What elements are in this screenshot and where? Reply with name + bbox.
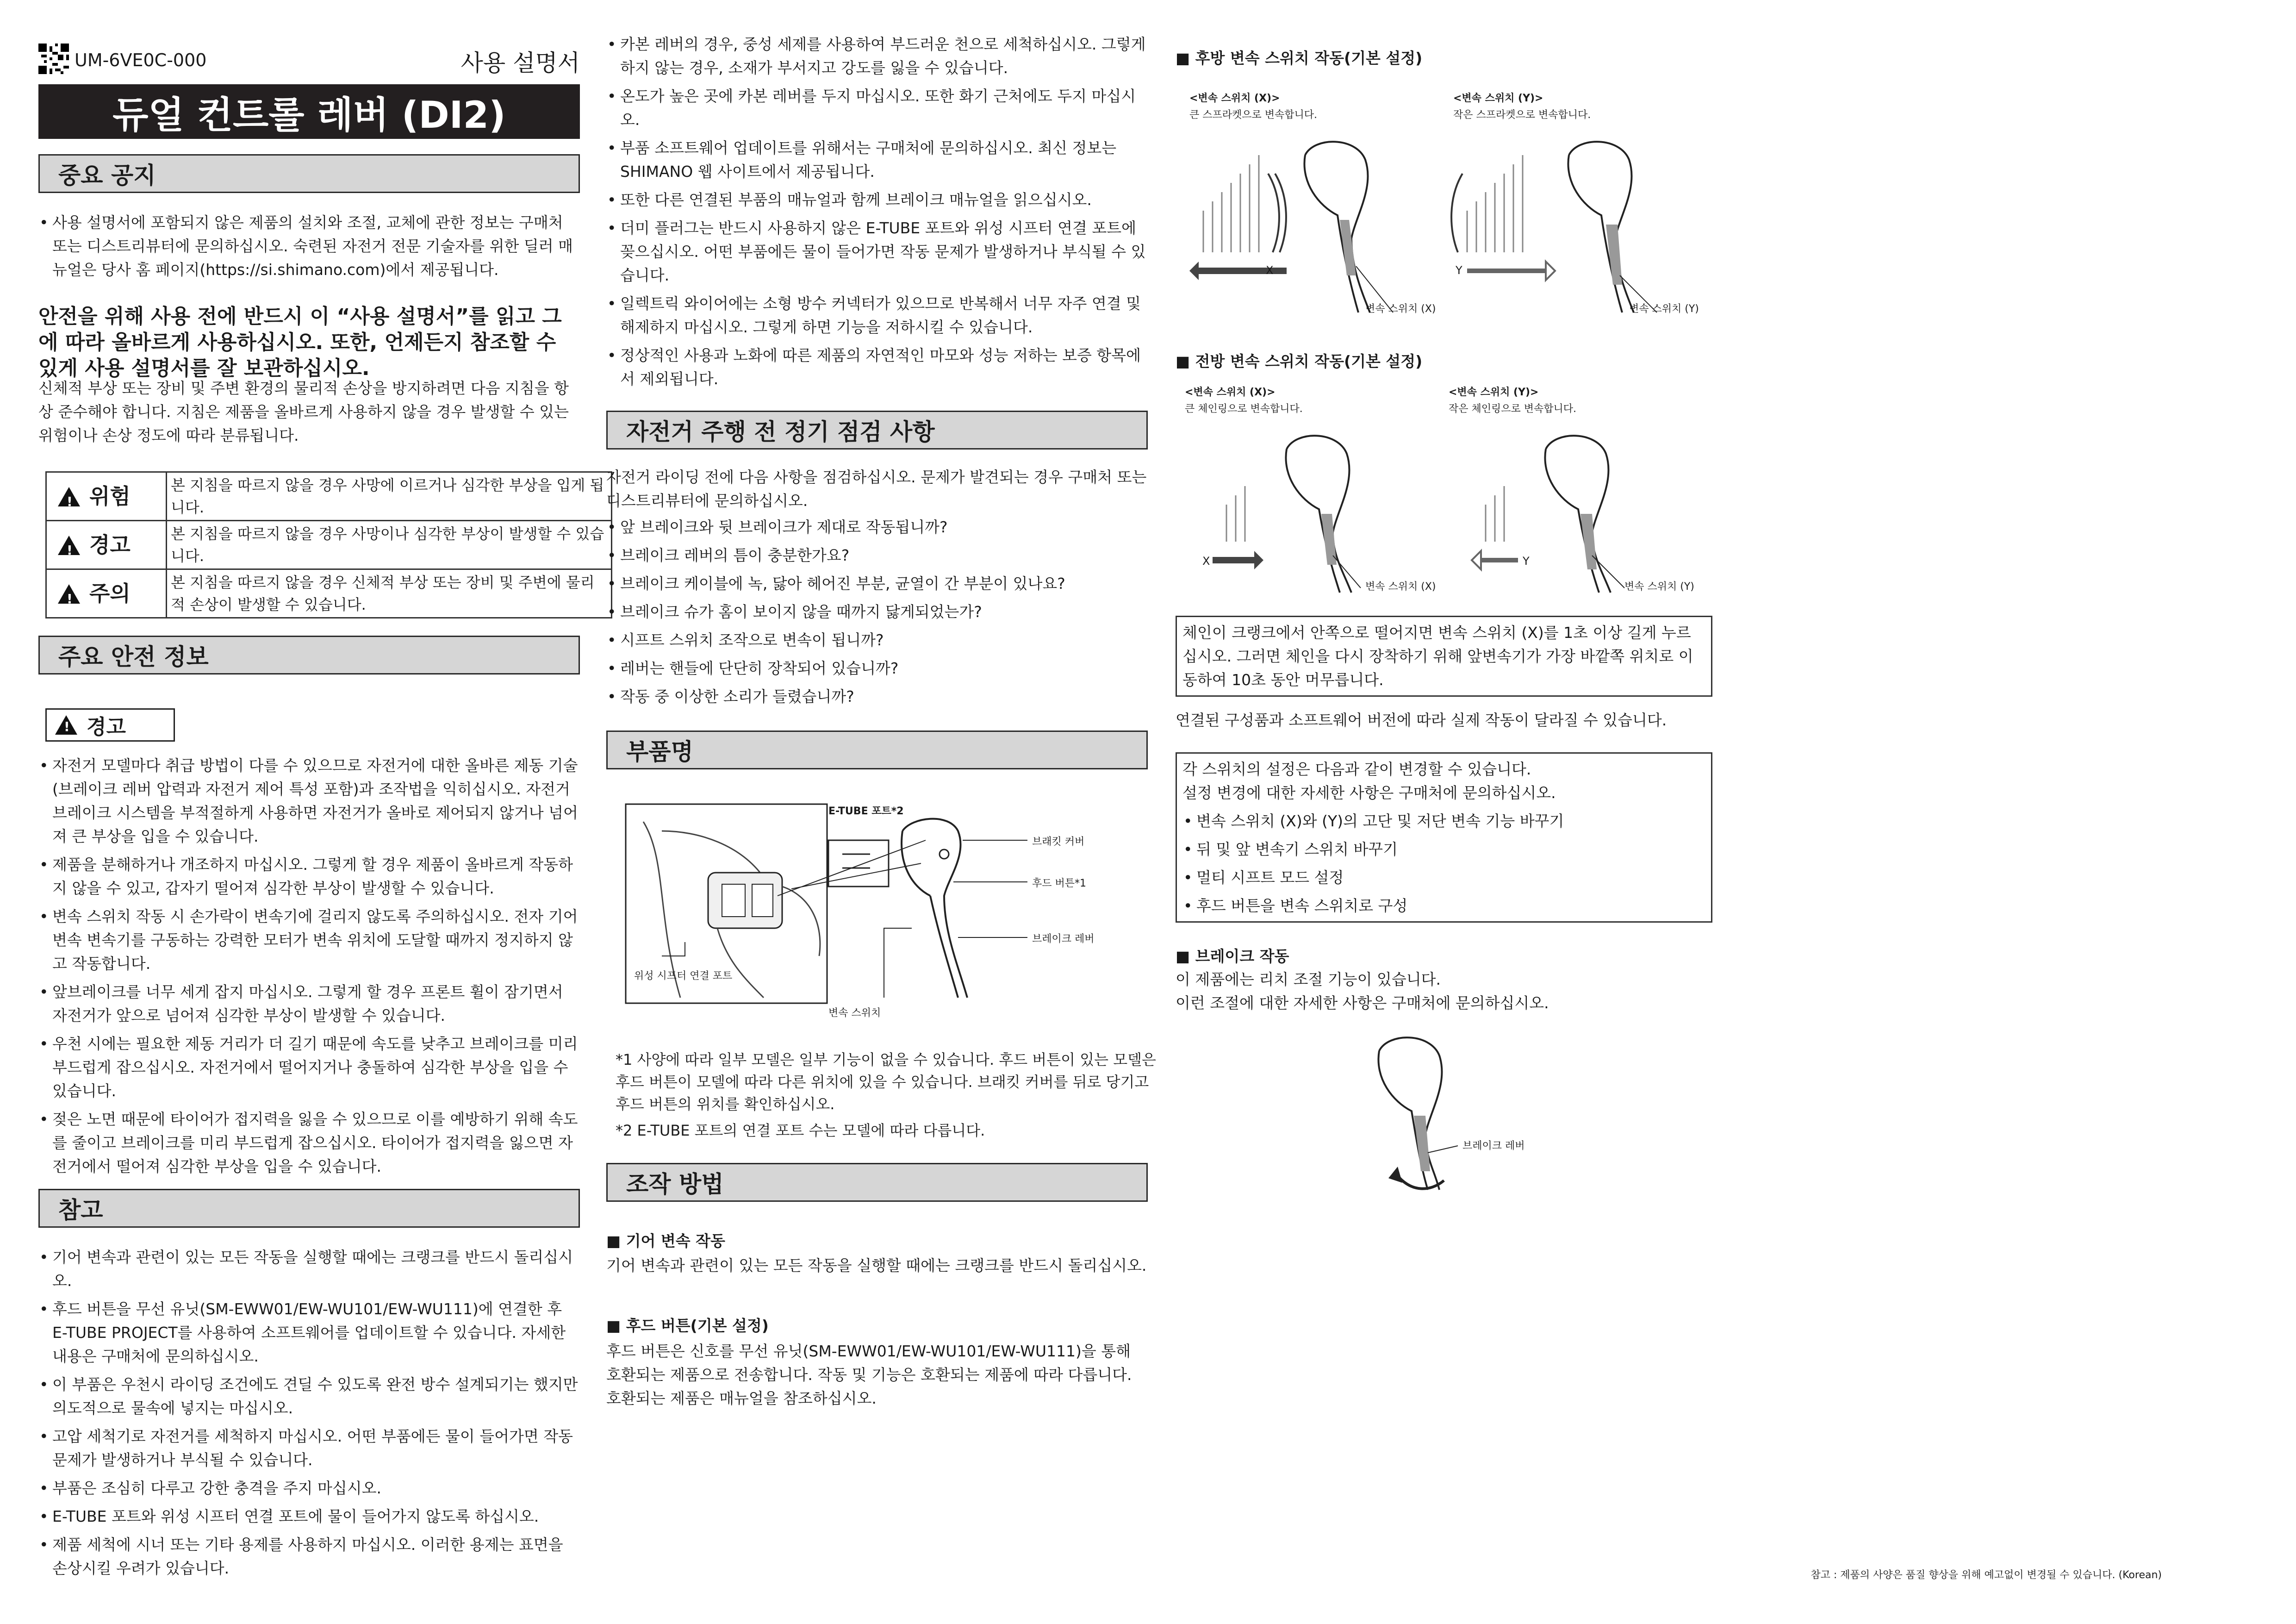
list-item: • 후드 버튼을 무선 유닛(SM-EWW01/EW-WU101/EW-WU111)에 연결한 후 E-TUBE PROJECT를 사용하여 소프트웨어를 업데이트할 수 있습니다. 자세한 내용은 구매처에 문의하십시오. [38,1297,580,1368]
signal-label: 주의 [89,581,131,606]
front-x-desc: 큰 체인링으로 변속합니다. [1185,403,1303,415]
hood-text: 후드 버튼은 신호를 무선 유닛(SM-EWW01/EW-WU101/EW-WU111)을 통해 호환되는 제품으로 전송합니다. 작동 및 기능은 호환되는 제품에 따라 다릅니다. 호환되는 제품은 매뉴얼을 참조하십시오. [606,1342,1132,1407]
list-item: • 변속 스위치 (X)와 (Y)의 고단 및 저단 변속 기능 바꾸기 [1182,809,1705,833]
warning-box [45,708,175,742]
list-item: • 부품 소프트웨어 업데이트를 위해서는 구매처에 문의하십시오. 최신 정보는 SHIMANO 웹 사이트에서 제공됩니다. [606,136,1148,183]
signal-word-table [45,471,612,618]
parts-diagram [625,803,1148,1039]
list-item: • 멀티 시프트 모드 설정 [1182,866,1705,889]
important-notice-list [38,211,580,286]
table-row [46,569,612,618]
front-x-label: 변속 스위치 (X) [1365,581,1436,593]
rear-y-title: <변속 스위치 (Y)> [1453,93,1543,104]
rear-shift-diagram [1189,90,1712,322]
label-etube-port: E-TUBE 포트*2 [828,806,904,817]
label-shift-switch: 변속 스위치 [828,1007,881,1019]
label-bracket-cover: 브래킷 커버 [1032,836,1085,848]
list-item: • 기어 변속과 관련이 있는 모든 작동을 실행할 때에는 크랭크를 반드시 돌리십시오. [38,1245,580,1293]
front-y-title: <변속 스위치 (Y)> [1449,387,1539,398]
section-note: 참고 [38,1189,580,1228]
front-shift-diagram [1185,384,1708,602]
settings-line-1: 각 스위치의 설정은 다음과 같이 변경할 수 있습니다. [1182,760,1531,778]
subheading-gear: ■ 기어 변속 작동 [606,1229,725,1251]
warning-triangle-icon [58,584,80,604]
doc-number: UM-6VE0C-000 [75,50,207,70]
signal-label: 위험 [89,484,131,509]
list-item: • 레버는 핸들에 단단히 장착되어 있습니까? [606,656,1148,680]
classification-text: 신체적 부상 또는 장비 및 주변 환경의 물리적 손상을 방지하려면 다음 지침을 항상 준수해야 합니다. 지침은 제품을 올바르게 사용하지 않을 경우 발생할 수 있는 위험이나 손상 정도에 따라 분류됩니다. [38,379,569,444]
gear-text: 기어 변속과 관련이 있는 모든 작동을 실행할 때에는 크랭크를 반드시 돌리십시오. [606,1256,1147,1274]
list-item: • 카본 레버의 경우, 중성 세제를 사용하여 부드러운 천으로 세척하십시오. 그렇게 하지 않는 경우, 소재가 부서지고 강도를 잃을 수 있습니다. [606,32,1148,80]
table-row [46,521,612,569]
safety-list [38,754,580,1183]
version-note: 연결된 구성품과 소프트웨어 버전에 따라 실제 작동이 달라질 수 있습니다. [1176,711,1667,729]
subheading-front-shift: ■ 전방 변속 스위치 작동(기본 설정) [1176,350,1422,371]
chain-drop-box [1176,616,1712,697]
footnote-2: *2 E-TUBE 포트의 연결 포트 수는 모델에 따라 다릅니다. [616,1122,985,1139]
list-item: • 또한 다른 연결된 부품의 매뉴얼과 함께 브레이크 매뉴얼을 읽으십시오. [606,188,1148,212]
list-item: • 앞브레이크를 너무 세게 잡지 마십시오. 그렇게 할 경우 프론트 휠이 잠기면서 자전거가 앞으로 넘어져 심각한 부상이 발생할 수 있습니다. [38,980,580,1027]
signal-label: 경고 [89,532,131,557]
list-item: • 우천 시에는 필요한 제동 거리가 더 길기 때문에 속도를 낮추고 브레이크를 미리 부드럽게 잡으십시오. 자전거에서 떨어지거나 충돌하여 심각한 부상을 입을 수 있습니다. [38,1032,580,1103]
section-operation: 조작 방법 [606,1163,1148,1202]
list-item: • 시프트 스위치 조작으로 변속이 됩니까? [606,628,1148,652]
list-item: • 일렉트릭 와이어에는 소형 방수 커넥터가 있으므로 반복해서 너무 자주 연결 및 해제하지 마십시오. 그렇게 하면 기능을 저하시킬 수 있습니다. [606,292,1148,339]
signal-text: 본 지침을 따르지 않을 경우 사망이나 심각한 부상이 발생할 수 있습니다. [167,521,612,569]
list-item: • 변속 스위치 작동 시 손가락이 변속기에 걸리지 않도록 주의하십시오. 전자 기어 변속 변속기를 구동하는 강력한 모터가 변속 위치에 도달할 때까지 정지하지 않고 작동합니다. [38,905,580,975]
list-item: • 온도가 높은 곳에 카본 레버를 두지 마십시오. 또한 화기 근처에도 두지 마십시오. [606,84,1148,131]
list-item: • 브레이크 레버의 틈이 충분한가요? [606,543,1148,567]
list-item: • 브레이크 슈가 홈이 보이지 않을 때까지 닳게되었는가? [606,600,1148,624]
footnote-1: *1 사양에 따라 일부 모델은 일부 기능이 없을 수 있습니다. 후드 버튼이 있는 모델은 후드 버튼이 모델에 따라 다른 위치에 있을 수 있습니다. 브래킷 커버를 뒤로 당기고 후드 버튼의 위치를 확인하십시오. [616,1051,1156,1113]
list-item: • 앞 브레이크와 뒷 브레이크가 제대로 작동됩니까? [606,515,1148,539]
footer-note: 참고 : 제품의 사양은 품질 향상을 위해 예고없이 변경될 수 있습니다. (Korean) [1811,1569,2162,1581]
list-item: • 사용 설명서에 포함되지 않은 제품의 설치와 조절, 교체에 관한 정보는 구매처 또는 디스트리뷰터에 문의하십시오. 숙련된 자전거 전문 기술자를 위한 딜러 매뉴얼은 당사 홈 페이지(https://si.shimano.com)에서 제공됩니다. [38,211,580,281]
list-item: • 이 부품은 우천시 라이딩 조건에도 견딜 수 있도록 완전 방수 설계되기는 했지만 의도적으로 물속에 넣지는 마십시오. [38,1373,580,1420]
list-item: • 젖은 노면 때문에 타이어가 접지력을 잃을 수 있으므로 이를 예방하기 위해 속도를 줄이고 브레이크를 미리 부드럽게 잡으십시오. 타이어가 접지력을 잃으면 자전거에서 떨어져 심각한 부상을 입을 수 있습니다. [38,1107,580,1178]
list-item: • 뒤 및 앞 변속기 스위치 바꾸기 [1182,837,1705,861]
front-y-desc: 작은 체인링으로 변속합니다. [1449,403,1577,415]
label-brake-lever: 브레이크 레버 [1032,933,1095,945]
warning-triangle-icon [55,715,77,735]
note-list [38,1245,580,1585]
subheading-hood: ■ 후드 버튼(기본 설정) [606,1314,769,1336]
front-y-letter: Y [1523,555,1530,568]
chain-drop-text: 체인이 크랭크에서 안쪽으로 떨어지면 변속 스위치 (X)를 1초 이상 길게 누르십시오. 그러면 체인을 다시 장착하기 위해 앞변속기가 가장 바깥쪽 위치로 이동하여 10초 동안 머무릅니다. [1182,624,1693,689]
brake-line-1: 이 제품에는 리치 조절 기능이 있습니다. [1176,970,1441,988]
qr-code-icon [38,44,69,74]
rear-x-label: 변속 스위치 (X) [1365,303,1436,315]
warning-triangle-icon [58,487,80,506]
rear-x-desc: 큰 스프라켓으로 변속합니다. [1189,109,1318,121]
brake-lever-label: 브레이크 레버 [1462,1140,1525,1152]
rear-x-title: <변속 스위치 (X)> [1189,93,1280,104]
inspection-list [606,515,1148,713]
page-title: 듀얼 컨트롤 레버 (DI2) [38,84,580,139]
section-safety: 주요 안전 정보 [38,636,580,675]
safety-lead: 안전을 위해 사용 전에 반드시 이 “사용 설명서”를 읽고 그에 따라 올바르게 사용하십시오. 또한, 언제든지 참조할 수 있게 사용 설명서를 잘 보관하십시오. [38,305,562,380]
list-item: • 자전거 모델마다 취급 방법이 다를 수 있으므로 자전거에 대한 올바른 제동 기술(브레이크 레버 압력과 자전거 제어 특성 포함)과 조작법을 익히십시오. 자전거 브레이크 시스템을 부적절하게 사용하면 자전거가 올바로 제어되지 않거나 넘어져 큰 부상을 입을 수 있습니다. [38,754,580,848]
list-item: • 제품 세척에 시너 또는 기타 용제를 사용하지 마십시오. 이러한 용제는 표면을 손상시킬 우려가 있습니다. [38,1533,580,1580]
list-item: • 정상적인 사용과 노화에 따른 제품의 자연적인 마모와 성능 저하는 보증 항목에서 제외됩니다. [606,344,1148,391]
label-satellite-port: 위성 시프터 연결 포트 [634,970,733,982]
front-x-letter: X [1202,555,1210,568]
rear-y-label: 변속 스위치 (Y) [1629,303,1699,315]
inspection-intro: 자전거 라이딩 전에 다음 사항을 점검하십시오. 문제가 발견되는 경우 구매처 또는 디스트리뷰터에 문의하십시오. [606,468,1147,510]
rear-y-desc: 작은 스프라켓으로 변속합니다. [1453,109,1591,121]
settings-box [1176,752,1712,923]
label-hood-button: 후드 버튼*1 [1032,878,1086,889]
signal-text: 본 지침을 따르지 않을 경우 사망에 이르거나 심각한 부상을 입게 됩니다. [167,472,612,521]
note-list-continued [606,32,1148,395]
table-row [46,472,612,521]
front-x-title: <변속 스위치 (X)> [1185,387,1276,398]
brake-diagram [1351,1032,1583,1208]
subheading-rear-shift: ■ 후방 변속 스위치 작동(기본 설정) [1176,46,1422,68]
warning-label: 경고 [87,715,126,739]
section-important-notice: 중요 공지 [38,154,580,193]
brake-line-2: 이런 조절에 대한 자세한 사항은 구매처에 문의하십시오. [1176,994,1549,1012]
list-item: • 브레이크 케이블에 녹, 닳아 헤어진 부분, 균열이 간 부분이 있나요? [606,572,1148,595]
header [38,41,580,76]
list-item: • E-TUBE 포트와 위성 시프터 연결 포트에 물이 들어가지 않도록 하십시오. [38,1505,580,1528]
section-parts: 부품명 [606,731,1148,769]
list-item: • 고압 세척기로 자전거를 세척하지 마십시오. 어떤 부품에든 물이 들어가면 작동 문제가 발생하거나 부식될 수 있습니다. [38,1424,580,1472]
manual-kind: 사용 설명서 [460,50,580,76]
list-item: • 후드 버튼을 변속 스위치로 구성 [1182,894,1705,918]
list-item: • 부품은 조심히 다루고 강한 충격을 주지 마십시오. [38,1476,580,1500]
settings-line-2: 설정 변경에 대한 자세한 사항은 구매처에 문의하십시오. [1182,784,1556,802]
signal-text: 본 지침을 따르지 않을 경우 신체적 부상 또는 장비 및 주변에 물리적 손상이 발생할 수 있습니다. [167,569,612,618]
front-y-label: 변속 스위치 (Y) [1624,581,1694,593]
rear-y-letter: Y [1456,264,1462,277]
rear-x-letter: X [1266,264,1274,277]
list-item: • 더미 플러그는 반드시 사용하지 않은 E-TUBE 포트와 위성 시프터 연결 포트에 꽂으십시오. 어떤 부품에든 물이 들어가면 작동 문제가 발생하거나 부식될 수 있습니다. [606,216,1148,287]
section-inspection: 자전거 주행 전 정기 점검 사항 [606,411,1148,450]
list-item: • 제품을 분해하거나 개조하지 마십시오. 그렇게 할 경우 제품이 올바르게 작동하지 않을 수 있고, 갑자기 떨어져 심각한 부상이 발생할 수 있습니다. [38,853,580,900]
warning-triangle-icon [58,536,80,555]
subheading-brake: ■ 브레이크 작동 [1176,944,1289,966]
list-item: • 작동 중 이상한 소리가 들렸습니까? [606,685,1148,708]
